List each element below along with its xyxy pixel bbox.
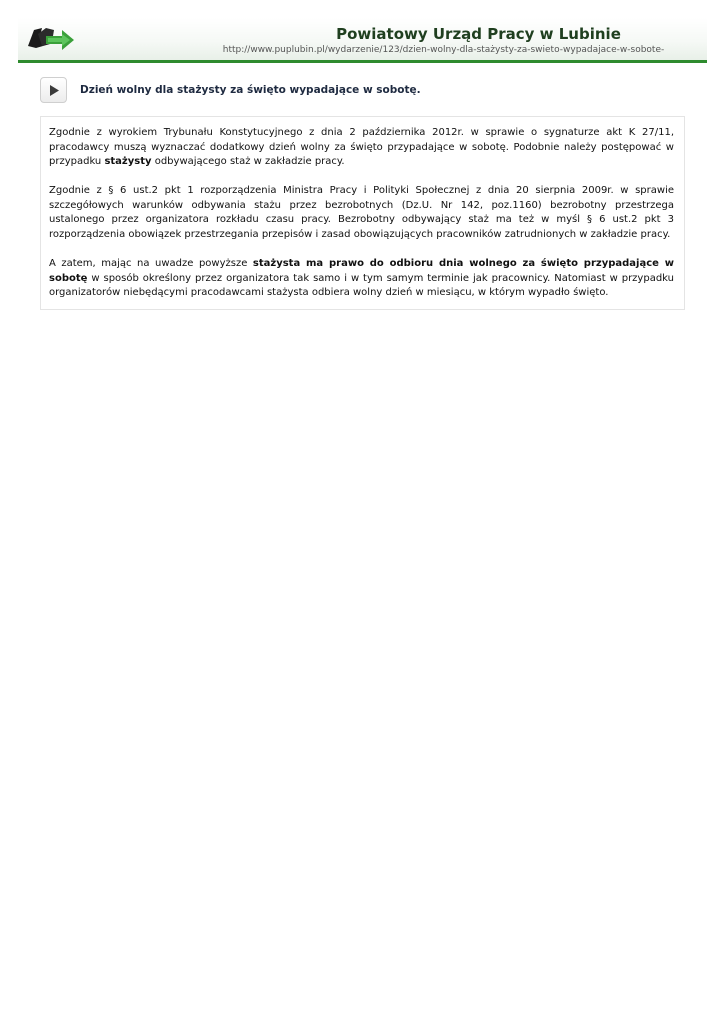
site-title: Powiatowy Urząd Pracy w Lubinie [336,25,621,43]
puplubin-logo-icon [26,24,76,54]
paragraph-text: w sposób określony przez organizatora tak samo i w tym samym terminie jak pracownicy. Natomiast w przypadku organizatorów niebędącymi pracodawcami stażysta odbiera wolny dzień w miesiącu, w którym wypadło święto. [49,272,674,299]
article-paragraph-2: Zgodnie z § 6 ust.2 pkt 1 rozporządzenia Ministra Pracy i Polityki Społecznej z dnia 20 sierpnia 2009r. w sprawie szczegółowych warunków odbywania stażu przez bezrobotnych (Dz.U. Nr 142, poz.1160) bezrobotny przestrzega ustalonego przez organizatora rozkładu czasu pracy. Bezrobotny odbywający staż ma też w myśl § 6 ust.2 pkt 3 rozporządzenia obowiązek przestrzegania przepisów i zasad obowiązujących pracowników zatrudnionych w zakładzie pracy. [49,185,674,240]
paragraph-text: Zgodnie z wyrokiem Trybunału Konstytucyjnego z dnia 2 października 2012r. w sprawie o sygnaturze akt K 27/11, pracodawcy muszą wyznaczać dodatkowy dzień wolny za święto przypadające w sobotę. Podobnie należy postępować w przypadku [49,127,674,168]
bold-phrase: stażysty [104,156,152,168]
article-paragraph-3 [49,257,674,301]
bold-phrase: stażysta ma prawo do odbioru dnia wolnego za święto przypadające w sobotę [49,258,674,284]
paragraph-text: A zatem, mając na uwadze powyższe [49,258,253,269]
paragraph-text: odbywającego staż w zakładzie pracy. [151,156,345,168]
play-arrow-icon [40,77,67,103]
article-title: Dzień wolny dla stażysty za święto wypadające w sobotę. [80,84,421,96]
site-url[interactable]: http://www.puplubin.pl/wydarzenie/123/dzien-wolny-dla-stażysty-za-swieto-wypadajace-w-sobote- [222,45,665,55]
header-divider [18,60,707,63]
article-paragraph-1 [49,126,674,170]
